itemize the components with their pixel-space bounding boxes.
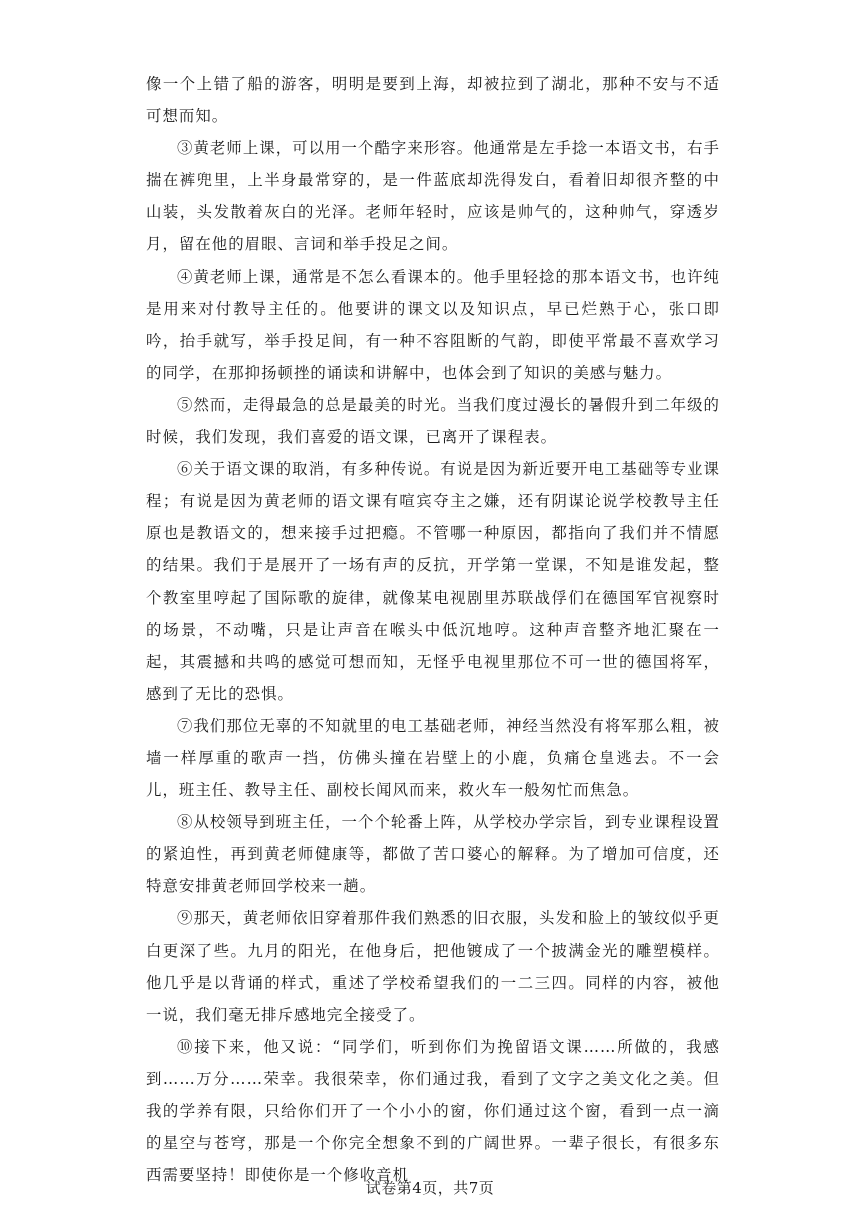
- paragraph-3: ③黄老师上课，可以用一个酷字来形容。他通常是左手捻一本语文书，右手揣在裤兜里，上半身最常穿的，是一件蓝底却洗得发白，看着旧却很齐整的中山装，头发散着灰白的光泽。老师年轻时，应该是帅气的，这种帅气，穿透岁月，留在他的眉眼、言词和举手投足之间。: [146, 139, 720, 254]
- paragraph-7: ⑦我们那位无辜的不知就里的电工基础老师，神经当然没有将军那么粗，被墙一样厚重的歌声一挡，仿佛头撞在岩壁上的小鹿，负痛仓皇逃去。不一会儿，班主任、教导主任、副校长闻风而来，救火车一般匆忙而焦急。: [146, 716, 720, 800]
- paragraph-continued: 像一个上错了船的游客，明明是要到上海，却被拉到了湖北，那种不安与不适可想而知。: [146, 75, 720, 126]
- paragraph-6: ⑥关于语文课的取消，有多种传说。有说是因为新近要开电工基础等专业课程；有说是因为黄老师的语文课有喧宾夺主之嫌，还有阴谋论说学校教导主任原也是教语文的，想来接手过把瘾。不管哪一种原因，都指向了我们并不情愿的结果。我们于是展开了一场有声的反抗，开学第一堂课，不知是谁发起，整个教室里哼起了国际歌的旋律，就像某电视剧里苏联战俘们在德国军官视察时的场景，不动嘴，只是让声音在喉头中低沉地哼。这种声音整齐地汇聚在一起，其震撼和共鸣的感觉可想而知，无怪乎电视里那位不可一世的德国将军，感到了无比的恐惧。: [146, 460, 720, 703]
- paragraph-4: ④黄老师上课，通常是不怎么看课本的。他手里轻捻的那本语文书，也许纯是用来对付教导主任的。他要讲的课文以及知识点，早已烂熟于心，张口即吟，抬手就写，举手投足间，有一种不容阻断的气韵，即使平常最不喜欢学习的同学，在那抑扬顿挫的诵读和讲解中，也体会到了知识的美感与魅力。: [146, 267, 720, 382]
- paragraph-8: ⑧从校领导到班主任，一个个轮番上阵，从学校办学宗旨，到专业课程设置的紧迫性，再到黄老师健康等，都做了苦口婆心的解释。为了增加可信度，还特意安排黄老师回学校来一趟。: [146, 813, 720, 896]
- page-footer: 试卷第4页，共7页: [365, 1179, 495, 1197]
- passage-text: [146, 68, 720, 1191]
- paragraph-9: ⑨那天，黄老师依旧穿着那件我们熟悉的旧衣服，头发和脸上的皱纹似乎更白更深了些。九月的阳光，在他身后，把他镀成了一个披满金光的雕塑模样。他几乎是以背诵的样式，重述了学校希望我们的一二三四。同样的内容，被他一说，我们毫无排斥感地完全接受了。: [146, 909, 720, 1024]
- paragraph-5: ⑤然而，走得最急的总是最美的时光。当我们度过漫长的暑假升到二年级的时候，我们发现，我们喜爱的语文课，已离开了课程表。: [146, 395, 720, 447]
- paragraph-10: ⑩接下来，他又说：“同学们，听到你们为挽留语文课……所做的，我感到……万分……荣幸。我很荣幸，你们通过我，看到了文字之美文化之美。但我的学养有限，只给你们开了一个小小的窗，你们通过这个窗，看到一点一滴的星空与苍穹，那是一个你完全想象不到的广阔世界。一辈子很长，有很多东西需要坚持！即使你是一个修收音机: [146, 1037, 720, 1185]
